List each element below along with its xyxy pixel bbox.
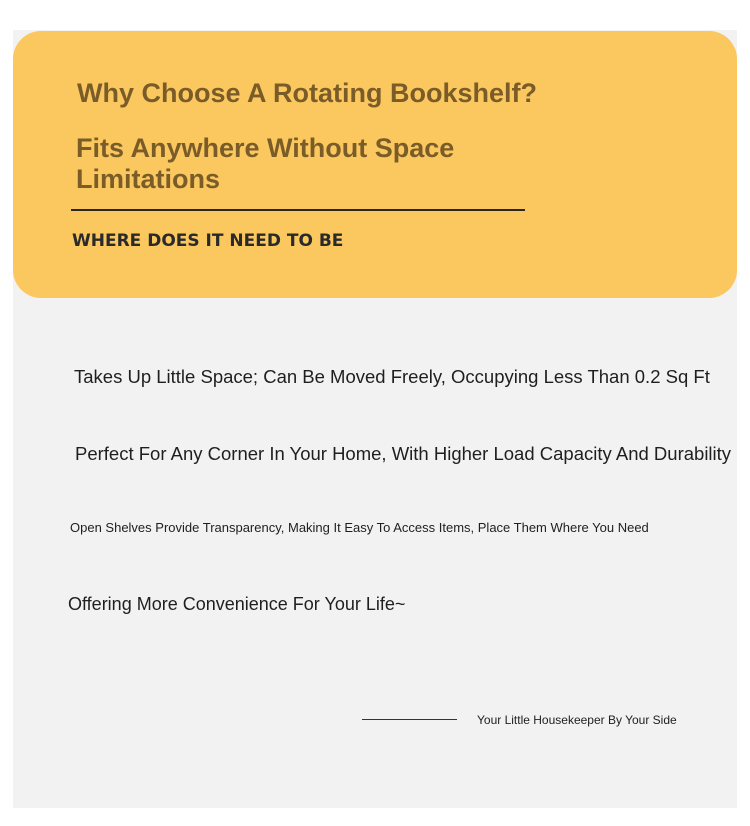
signature-text: Your Little Housekeeper By Your Side [477,713,677,727]
section-label: WHERE DOES IT NEED TO BE [72,231,344,251]
feature-line: Takes Up Little Space; Can Be Moved Freely, Occupying Less Than 0.2 Sq Ft [74,366,710,387]
feature-line: Offering More Convenience For Your Life~ [68,594,406,614]
hero-divider [71,209,525,211]
feature-line: Perfect For Any Corner In Your Home, With Higher Load Capacity And Durability [75,443,732,464]
hero-subtitle: Fits Anywhere Without Space Limitations [76,133,455,194]
hero-title: Why Choose A Rotating Bookshelf? [77,78,537,108]
signature-divider [362,719,457,720]
feature-line: Open Shelves Provide Transparency, Making It Easy To Access Items, Place Them Where You Need [70,520,649,535]
